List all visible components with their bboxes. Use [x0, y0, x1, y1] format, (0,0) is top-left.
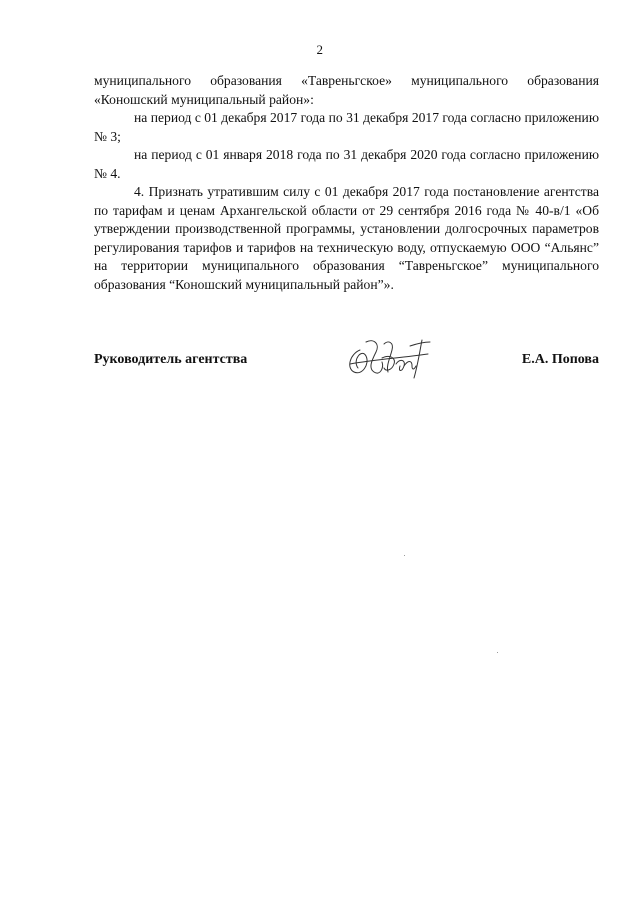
signer-title: Руководитель агентства [94, 352, 248, 367]
handwritten-signature [340, 334, 436, 382]
scan-artifact [497, 652, 498, 653]
scan-artifact [404, 555, 405, 556]
paragraph: на период с 01 января 2018 года по 31 декабря 2020 года согласно приложению № 4. [94, 147, 599, 181]
paragraph: 4. Признать утратившим силу с 01 декабря 2017 года постановление агентства по тарифам и ценам Архангельской области от 29 сентября 2016 года № 40-в/1 «Об утверждении производственной программы, установлении долгосрочных параметров регулирования тарифов и тарифов на техническую воду, отпускаемую ООО “Альянс” на территории муниципального образования “Тавреньгское” муниципального образования “Коношский муниципальный район”». [94, 184, 599, 292]
document-body [94, 72, 599, 294]
page-number: 2 [316, 42, 324, 57]
paragraph: муниципального образования «Тавреньгское» муниципального образования «Коношский муниципальный район»: [94, 73, 599, 107]
paragraph: на период с 01 декабря 2017 года по 31 декабря 2017 года согласно приложению № 3; [94, 110, 599, 144]
signer-name: Е.А. Попова [521, 352, 599, 367]
signature-block [94, 340, 599, 388]
